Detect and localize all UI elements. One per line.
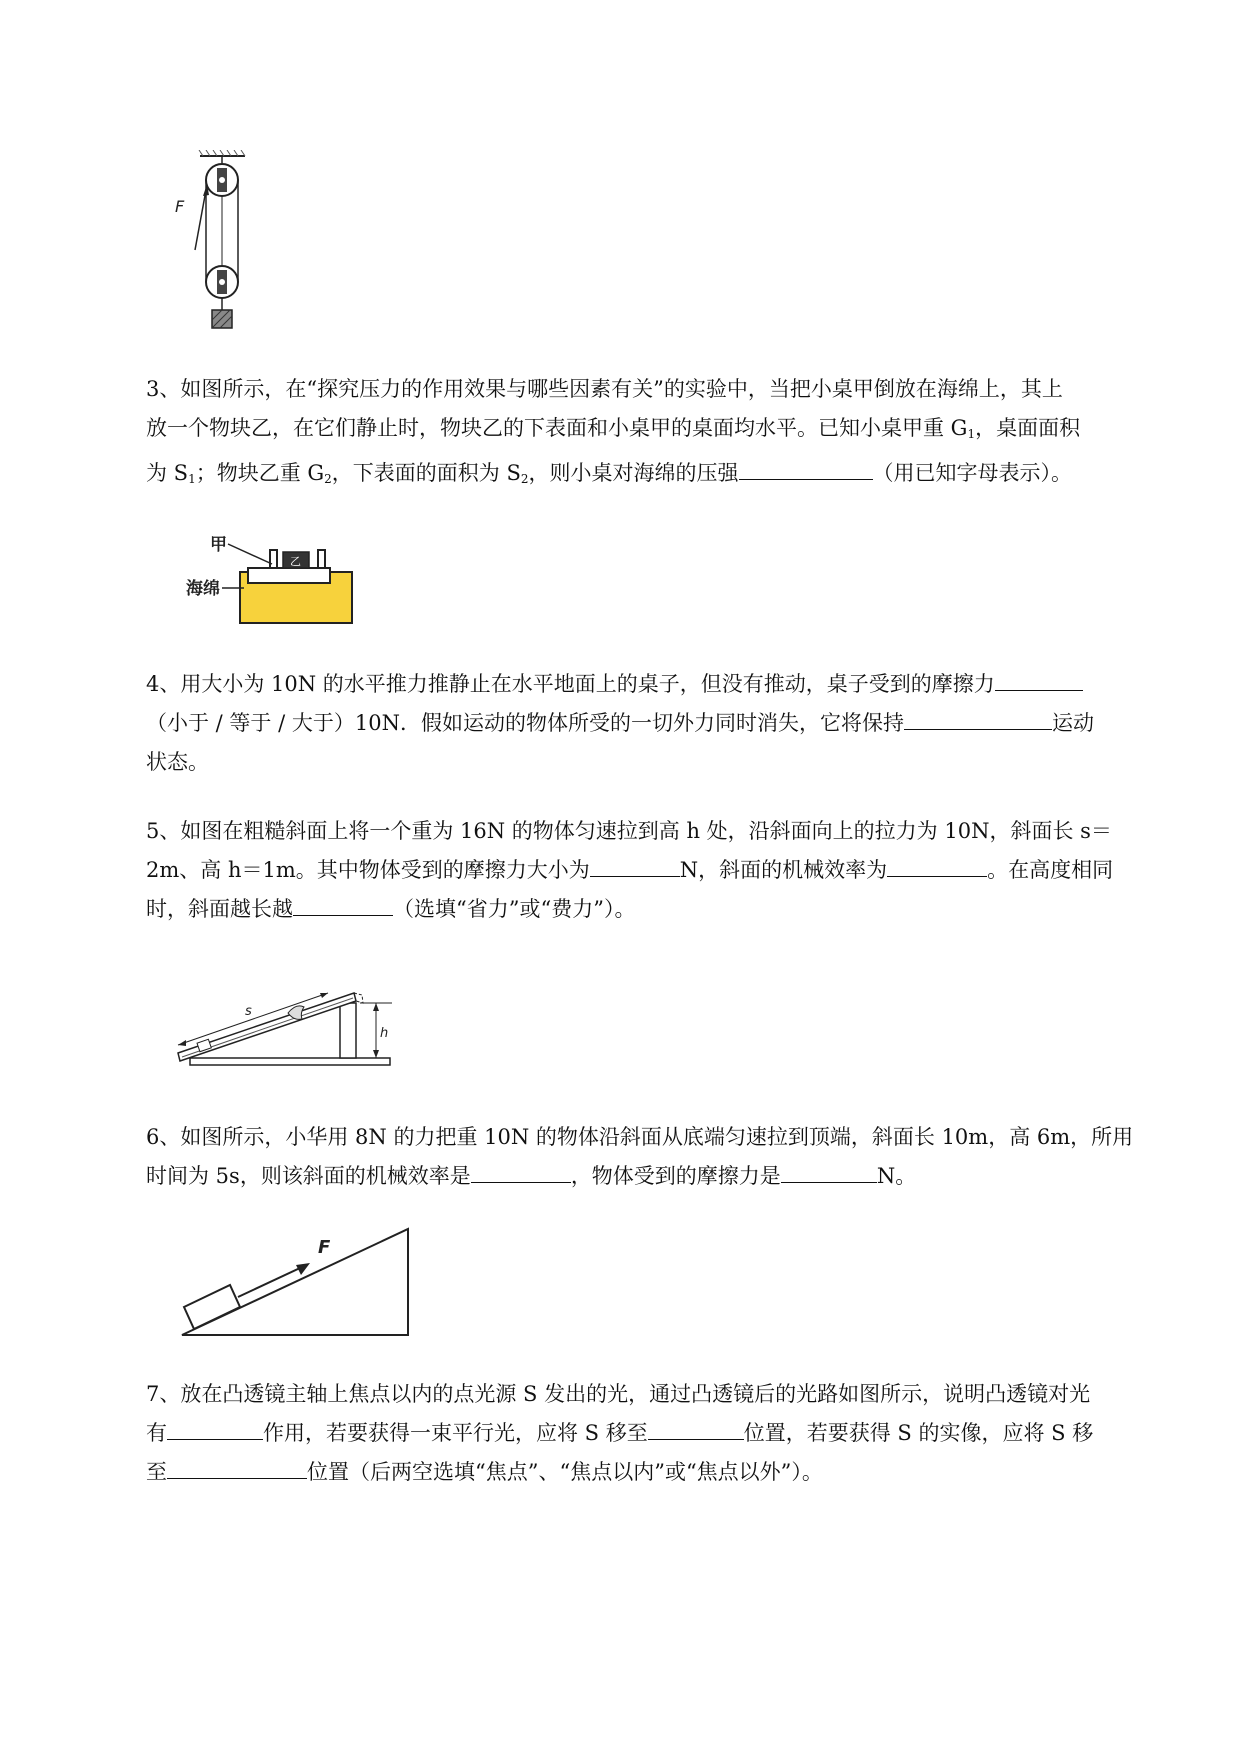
q4-line-2: （小于 / 等于 / 大于）10N．假如运动的物体所受的一切外力同时消失，它将保持 运动 bbox=[146, 704, 1148, 743]
label-jia: 甲 bbox=[210, 535, 227, 555]
q7-blank-1[interactable] bbox=[167, 1417, 263, 1440]
q4-line-1: 4、用大小为 10N 的水平推力推静止在水平地面上的桌子，但没有推动，桌子受到的摩擦力 bbox=[146, 665, 1148, 704]
q5-line-3: 时，斜面越长越 （选填“省力”或“费力”）。 bbox=[146, 890, 1148, 929]
block-label: 乙 bbox=[290, 555, 301, 568]
q6-line-2: 时间为 5s，则该斜面的机械效率是 ，物体受到的摩擦力是 N。 bbox=[146, 1157, 1148, 1196]
q6-blank-1[interactable] bbox=[471, 1160, 571, 1183]
q7-blank-3[interactable] bbox=[167, 1456, 307, 1479]
pulley-force-label: F bbox=[175, 197, 185, 216]
q4-line-3: 状态。 bbox=[146, 750, 209, 774]
q4-blank-2[interactable] bbox=[904, 707, 1052, 730]
q5-line-2: 2m、高 h＝1m。其中物体受到的摩擦力大小为 N，斜面的机械效率为 。在高度相同 bbox=[146, 851, 1148, 890]
incline-s-label: s bbox=[245, 1004, 252, 1019]
rough-incline-figure bbox=[170, 975, 400, 1075]
question-6 bbox=[146, 1118, 1148, 1196]
pulley-figure bbox=[165, 150, 255, 340]
q3-line-3: 为 $S_1$；物块乙重 $G_2$，下表面的面积为 $S_2$，则小桌对海绵的压强 （用已知字母表示）。 bbox=[146, 454, 1148, 499]
question-7 bbox=[146, 1375, 1148, 1492]
q3-line-2: 放一个物块乙，在它们静止时，物块乙的下表面和小桌甲的桌面均水平。已知小桌甲重 $G_1$，桌面面积 bbox=[146, 416, 1081, 441]
q5-blank-1[interactable] bbox=[590, 854, 680, 877]
q7-line-3: 至 位置（后两空选填“焦点”、“焦点以内”或“焦点以外”）。 bbox=[146, 1453, 1148, 1492]
question-4 bbox=[146, 665, 1148, 782]
q3-answer-blank[interactable] bbox=[739, 457, 873, 480]
q7-line-1: 7、放在凸透镜主轴上焦点以内的点光源 S 发出的光，通过凸透镜后的光路如图所示，说明凸透镜对光 bbox=[146, 1382, 1091, 1406]
q5-blank-2[interactable] bbox=[887, 854, 987, 877]
q5-line-1: 5、如图在粗糙斜面上将一个重为 16N 的物体匀速拉到高 h 处，沿斜面向上的拉力为 10N，斜面长 s＝ bbox=[146, 819, 1112, 843]
incline-force-label: F bbox=[318, 1237, 331, 1258]
label-sponge: 海绵 bbox=[186, 579, 220, 599]
q7-blank-2[interactable] bbox=[648, 1417, 744, 1440]
question-3 bbox=[146, 370, 1148, 499]
q6-blank-2[interactable] bbox=[781, 1160, 877, 1183]
incline-force-figure bbox=[178, 1215, 418, 1340]
incline-h-label: h bbox=[380, 1026, 389, 1041]
q7-line-2: 有 作用，若要获得一束平行光，应将 S 移至 位置，若要获得 S 的实像，应将 S 移 bbox=[146, 1414, 1148, 1453]
sponge-table-figure bbox=[180, 530, 360, 630]
q3-line-1: 3、如图所示，在“探究压力的作用效果与哪些因素有关”的实验中，当把小桌甲倒放在海绵上，其上 bbox=[146, 377, 1063, 401]
q4-blank-1[interactable] bbox=[995, 668, 1083, 691]
q6-line-1: 6、如图所示，小华用 8N 的力把重 10N 的物体沿斜面从底端匀速拉到顶端，斜面长 10m，高 6m，所用 bbox=[146, 1125, 1134, 1149]
q5-blank-3[interactable] bbox=[293, 893, 393, 916]
question-5 bbox=[146, 812, 1148, 929]
